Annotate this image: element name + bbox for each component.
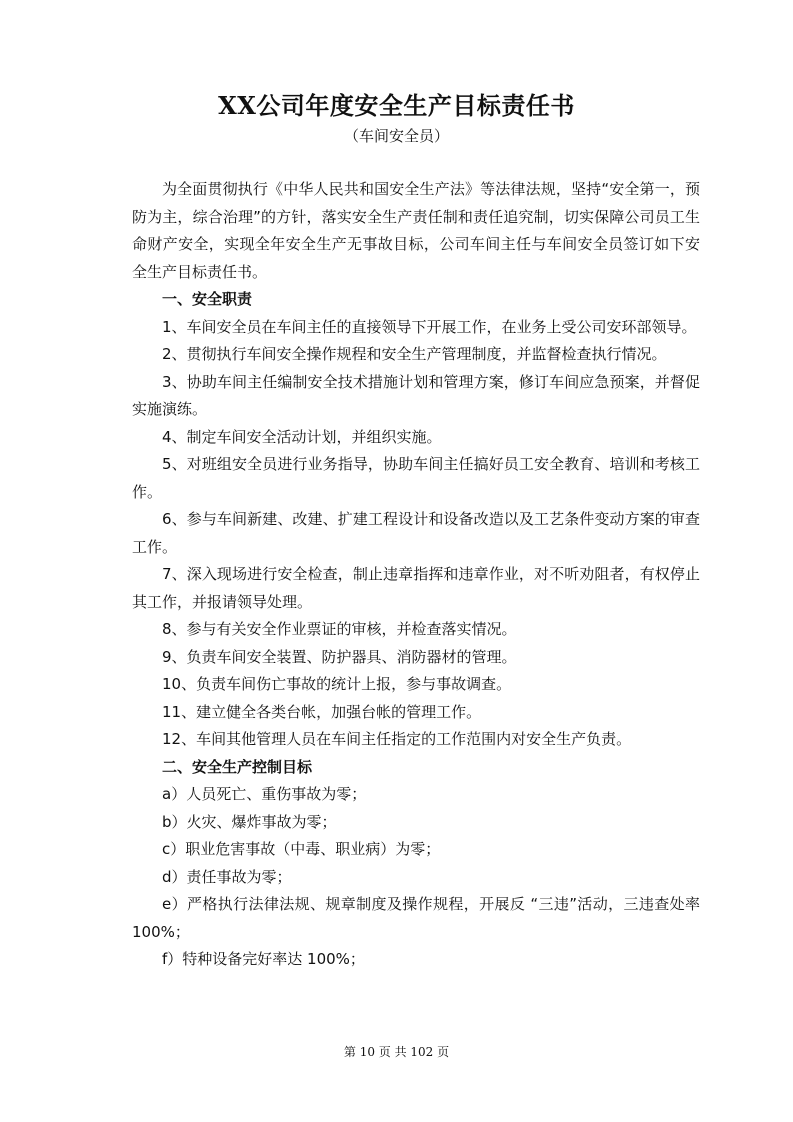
target-item: c）职业危害事故（中毒、职业病）为零； bbox=[162, 840, 441, 858]
intro-paragraph: 为全面贯彻执行《中华人民共和国安全生产法》等法律法规，坚持“安全第一，预防为主，综合治理”的方针，落实安全生产责任制和责任追究制，切实保障公司员工生命财产安全，实现全年安全生产无事故目标，公司车间主任与车间安全员签订如下安全生产目标责任书。 bbox=[132, 180, 700, 281]
target-item: e）严格执行法律法规、规章制度及操作规程，开展反 “三违”活动，三违查处率 100%； bbox=[132, 895, 700, 941]
document-title: XX公司年度安全生产目标责任书 bbox=[218, 91, 575, 120]
target-item: a）人员死亡、重伤事故为零； bbox=[162, 785, 367, 803]
duty-item: 8、参与有关安全作业票证的审核，并检查落实情况。 bbox=[162, 620, 517, 638]
target-item: b）火灾、爆炸事故为零； bbox=[162, 812, 337, 831]
section-heading-duties: 一、安全职责 bbox=[162, 290, 253, 308]
duty-item: 6、参与车间新建、改建、扩建工程设计和设备改造以及工艺条件变动方案的审查工作。 bbox=[132, 510, 700, 556]
duty-item: 12、车间其他管理人员在车间主任指定的工作范围内对安全生产负责。 bbox=[162, 730, 632, 748]
document-subtitle: （车间安全员） bbox=[343, 127, 449, 145]
duty-item: 4、制定车间安全活动计划，并组织实施。 bbox=[162, 427, 442, 446]
section-heading-targets: 二、安全生产控制目标 bbox=[162, 757, 313, 776]
duty-item: 3、协助车间主任编制安全技术措施计划和管理方案，修订车间应急预案，并督促实施演练。 bbox=[132, 372, 700, 418]
duty-item: 9、负责车间安全装置、防护器具、消防器材的管理。 bbox=[162, 647, 517, 666]
duty-item: 5、对班组安全员进行业务指导，协助车间主任搞好员工安全教育、培训和考核工作。 bbox=[132, 455, 700, 501]
duty-item: 11、建立健全各类台帐，加强台帐的管理工作。 bbox=[162, 702, 482, 721]
page-number-footer: 第 10 页 共 102 页 bbox=[343, 1045, 450, 1059]
duty-item: 10、负责车间伤亡事故的统计上报，参与事故调查。 bbox=[162, 675, 512, 693]
document-body bbox=[132, 176, 700, 974]
duty-item: 7、深入现场进行安全检查，制止违章指挥和违章作业，对不听劝阻者，有权停止其工作，并报请领导处理。 bbox=[132, 565, 700, 611]
duty-item: 2、贯彻执行车间安全操作规程和安全生产管理制度，并监督检查执行情况。 bbox=[162, 345, 667, 363]
target-item: f）特种设备完好率达 100%； bbox=[162, 950, 365, 968]
target-item: d）责任事故为零； bbox=[162, 867, 292, 886]
duty-item: 1、车间安全员在车间主任的直接领导下开展工作，在业务上受公司安环部领导。 bbox=[162, 317, 697, 336]
